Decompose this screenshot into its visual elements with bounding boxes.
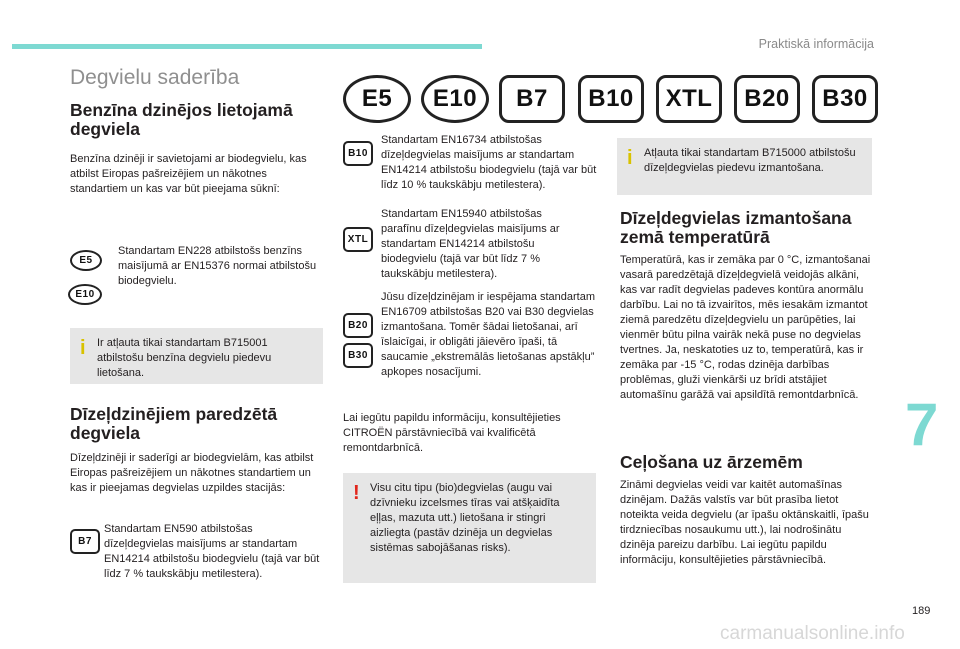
xtl-text: Standartam EN15940 atbilstošas parafīnu dīzeļdegvielas maisījums ar standartam EN14214 atbilstošu biodegvielu (tajā var būt līdz 7 % taukskābju metilestera).	[381, 208, 560, 280]
section-label: Praktiskā informācija	[758, 37, 874, 51]
info-icon: i	[627, 147, 633, 169]
b7-text: Standartam EN590 atbilstošas dīzeļdegvielas maisījums ar standartam EN14214 atbilstošu biodegvielu (tajā var būt līdz 7 % taukskābju metilestera).	[104, 523, 320, 580]
badge-xtl: XTL	[343, 227, 373, 252]
watermark: carmanualsonline.info	[720, 623, 905, 644]
diesel-intro: Dīzeļdzinēji ir saderīgi ar biodegvielām, kas atbilst Eiropas pašreizējiem un nākotnes standartiem un kas ir pieejamas degvielas uzpildes stacijās:	[70, 452, 314, 494]
warning-note	[343, 473, 596, 583]
page-number: 189	[912, 605, 931, 617]
badge-large-e10: E10	[421, 75, 489, 123]
badge-large-b30: B30	[812, 75, 878, 123]
diesel-additive-note-text: Atļauta tikai standartam B715000 atbilstošu dīzeļdegvielas piedevu izmantošana.	[644, 147, 856, 174]
more-info-text: Lai iegūtu papildu informāciju, konsultējieties CITROËN pārstāvniecībā vai kvalificētā remontdarbnīcā.	[343, 412, 561, 454]
header-accent-bar	[12, 44, 482, 49]
chapter-number: 7	[905, 391, 939, 458]
badge-b7: B7	[70, 529, 100, 554]
badge-large-b20: B20	[734, 75, 800, 123]
warning-text: Visu citu tipu (bio)degvielas (augu vai dzīvnieku izcelsmes tīras vai atšķaidīta eļļas, mazuta utt.) lietošana ir stingri aizliegta (pastāv dzinēja un degvielas sistēmas sabojāšanas risks).	[370, 482, 560, 554]
low-temp-text: Temperatūrā, kas ir zemāka par 0 °C, izmantošanai vasarā paredzētajā dīzeļdegvielā veidojās alkāni, kas var radīt degvielas padeves kontūra anormālu darbību. Lai no tā izvairītos, mēs iesakām izmantot ziemā paredzētu dīzeļdegvielu un parūpēties, lai vienmēr būtu pilna vairāk nekā puse no degvielas tvertnes. Ja, neskatoties uz to, temperatūrā, kas ir zemāka par -15 °C, rodas dzinēja darbības problēmas, gluži vienkārši uz brīdi atstājiet automašīnu garāžā vai apsildītā remontdarbnīcā.	[620, 254, 871, 401]
badge-b20: B20	[343, 313, 373, 338]
petrol-note-text: Ir atļauta tikai standartam B715001 atbilstošu benzīna degvielu piedevu lietošana.	[97, 337, 272, 379]
badge-e10: E10	[68, 284, 102, 305]
badge-b30: B30	[343, 343, 373, 368]
b10-text: Standartam EN16734 atbilstošas dīzeļdegvielas maisījums ar standartam EN14214 atbilstošu biodegvielu (tajā var būt līdz 10 % taukskābju metilestera).	[381, 134, 597, 191]
petrol-intro: Benzīna dzinēji ir savietojami ar biodegvielu, kas atbilst Eiropas pašreizējiem un nākotnes standartiem un kas var būt pieejama sūknī:	[70, 153, 307, 195]
badge-e5: E5	[70, 250, 102, 271]
b20-b30-text: Jūsu dīzeļdzinējam ir iespējama standartam EN16709 atbilstošas B20 vai B30 degvielas izmantošana. Tomēr šādai lietošanai, arī īslaicīgai, ir obligāti jāievēro īpaši, tā saucamie „ekstremālās lietošanas apstākļu” apkopes nosacījumi.	[381, 291, 595, 378]
badge-large-b10: B10	[578, 75, 644, 123]
info-icon: i	[80, 337, 86, 359]
heading-diesel: Dīzeļdzinējiem paredzētā degviela	[70, 404, 278, 443]
badge-large-xtl: XTL	[656, 75, 722, 123]
badge-b10: B10	[343, 141, 373, 166]
abroad-text: Zināmi degvielas veidi var kaitēt automašīnas dzinējam. Dažās valstīs var būt prasība lietot noteikta veida degvielu (ar īpašu oktānskaitli, īpašu tirdzniecības nosaukumu utt.), lai nodrošinātu dzinēja pareizu darbību. Lai iegūtu papildu informāciju, konsultējieties pārstāvniecībā.	[620, 479, 869, 566]
page-title: Degvielu saderība	[70, 66, 240, 89]
warning-icon: !	[353, 482, 360, 504]
heading-petrol: Benzīna dzinējos lietojamā degviela	[70, 100, 293, 139]
badge-large-e5: E5	[343, 75, 411, 123]
diesel-additive-note	[617, 138, 872, 195]
petrol-note	[70, 328, 323, 384]
heading-low-temp: Dīzeļdegvielas izmantošana zemā temperatūrā	[620, 208, 852, 247]
petrol-standard-text: Standartam EN228 atbilstošs benzīns maisījumā ar EN15376 normai atbilstošu biodegvielu.	[118, 245, 317, 287]
heading-abroad: Ceļošana uz ārzemēm	[620, 452, 803, 472]
badge-large-b7: B7	[499, 75, 565, 123]
